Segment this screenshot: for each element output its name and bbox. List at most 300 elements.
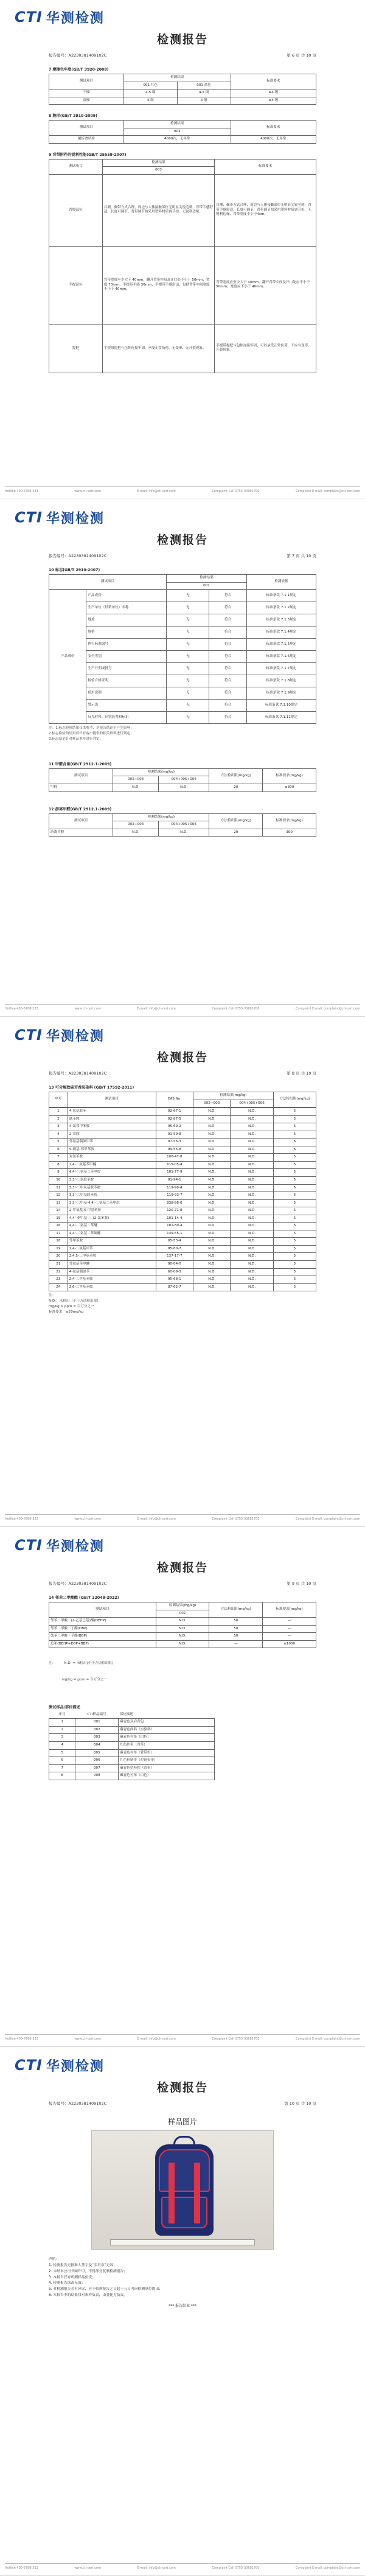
table-cell: 4,4'-二氨基二苯甲烷 bbox=[68, 1169, 156, 1177]
table-row bbox=[49, 1734, 215, 1742]
table-header: 001 红色 bbox=[123, 82, 177, 89]
table-cell: 符合 bbox=[209, 614, 246, 626]
table-row bbox=[49, 89, 316, 97]
note-line: 注： bbox=[49, 1294, 56, 1298]
table-cell: 23 bbox=[49, 1276, 68, 1284]
footer-hotline: Hotline 400-6788-333 bbox=[5, 1007, 38, 1011]
table-cell: N.D. bbox=[193, 1192, 231, 1200]
table-row bbox=[49, 1633, 316, 1641]
brand-mark: CTI bbox=[15, 1027, 43, 1044]
table-cell: 5 bbox=[273, 1245, 316, 1253]
report-number: 报告编号：A2230381409102C bbox=[49, 2101, 107, 2106]
report-meta bbox=[49, 1581, 316, 1589]
note-line: 标准要求：≤20mg/kg bbox=[49, 1310, 84, 1314]
table-row bbox=[49, 651, 316, 663]
table-cell: N.D. bbox=[231, 1184, 273, 1192]
table-cell: N.D. bbox=[231, 1238, 273, 1246]
table-row bbox=[49, 1276, 316, 1284]
table-cell: 无 bbox=[167, 614, 209, 626]
table-cell: N.D. bbox=[231, 1276, 273, 1284]
azo-dye-table bbox=[49, 1092, 316, 1107]
table-cell: 耐折叠试验 bbox=[49, 136, 124, 144]
table-cell: 符合 bbox=[209, 712, 246, 724]
table-cell: 139-65-1 bbox=[156, 1230, 193, 1238]
table-notes bbox=[49, 1293, 316, 1315]
table-cell: N.D. bbox=[193, 1268, 231, 1276]
table-cell: 3,3'-二甲基联苯胺 bbox=[68, 1192, 156, 1200]
table-cell: N.D. bbox=[193, 1139, 231, 1146]
table-cell: 邻氨基苯甲醚 bbox=[68, 1261, 156, 1269]
table-cell: 101-14-4 bbox=[156, 1215, 193, 1223]
table-cell: 无 bbox=[167, 602, 209, 614]
table-header: 方法检出限(mg/kg) bbox=[209, 1602, 263, 1618]
table-header: 检测结果(mg/kg) bbox=[113, 768, 209, 776]
section-title: 8 脆形(GB/T 2910-2009) bbox=[49, 114, 97, 119]
table-header: 测试项目 bbox=[49, 121, 124, 136]
table-header: 标准要求 bbox=[231, 121, 316, 136]
footer-site: www.cti-cert.com bbox=[74, 1517, 101, 1521]
note-line: 2.标志检验的结果仅针对客户提供的相关资料进行判定； bbox=[49, 732, 134, 736]
statement-line: 1. 检测报告无批准人签字及“专用章”无效； bbox=[49, 2263, 117, 2267]
table-cell: 4 bbox=[49, 1131, 68, 1139]
table-cell: 22 bbox=[49, 1268, 68, 1276]
table-cell: 5 bbox=[273, 1253, 316, 1261]
table-row bbox=[49, 590, 316, 602]
table-row bbox=[49, 1757, 215, 1765]
page-number: 第 7 页 共 10 页 bbox=[287, 553, 316, 558]
table-cell: N.D. bbox=[193, 1131, 231, 1139]
page-footer bbox=[5, 486, 360, 494]
table-cell: 标准条款 7.1.1规定 bbox=[246, 590, 316, 602]
table-cell: 标准条款 7.1.4规定 bbox=[246, 626, 316, 639]
backpack-illustration bbox=[155, 2144, 214, 2236]
table-cell: 目测，佩带方式合理，周边与人体接触部位无明显尖锐毛刺，背带手感舒适，长度可调节，背带调节扣采用塑料材质调节扣，无锐利边缘，背带宽度不小于4cm。 bbox=[215, 174, 316, 246]
table-cell: 湿摩 bbox=[49, 97, 124, 105]
table-cell: 藏青色衬布（白色） bbox=[119, 1734, 215, 1742]
table-header: 002+003 bbox=[193, 1100, 231, 1107]
table-header: 004+005+006 bbox=[158, 821, 209, 829]
table-cell: 10 bbox=[49, 1177, 68, 1185]
table-cell: 137-17-7 bbox=[156, 1253, 193, 1261]
table-cell: 5 bbox=[273, 1184, 316, 1192]
table-cell: 5 bbox=[273, 1154, 316, 1162]
footer-site: www.cti-cert.com bbox=[74, 2566, 101, 2570]
note-line: mg/kg = ppm = 百万分之一 bbox=[49, 1305, 94, 1309]
table-row bbox=[49, 1215, 316, 1223]
table-cell: 2 bbox=[49, 1115, 68, 1123]
table-row bbox=[49, 1154, 316, 1162]
table-row bbox=[49, 784, 316, 792]
table-cell: 5 bbox=[273, 1123, 316, 1131]
report-page-10 bbox=[0, 2048, 365, 2576]
table-row bbox=[49, 136, 316, 144]
table-cell: 2,4,5-三甲基苯胺 bbox=[68, 1253, 156, 1261]
table-cell: 4000次，无异常 bbox=[231, 136, 316, 144]
table-cell: 邻甲苯胺 bbox=[68, 1238, 156, 1246]
table-header: 标准要求 bbox=[231, 74, 316, 89]
report-page-9 bbox=[0, 1528, 365, 2047]
page-content bbox=[49, 1593, 316, 1780]
table-cell: 6 bbox=[49, 1146, 68, 1154]
table-cell: 91-94-1 bbox=[156, 1177, 193, 1185]
table-cell: 无 bbox=[167, 639, 209, 651]
table-cell: 99-55-8 bbox=[156, 1146, 193, 1154]
table-cell: 13 bbox=[49, 1199, 68, 1207]
table-cell: 反光材料、识别装置和标识 bbox=[86, 712, 167, 724]
table-row bbox=[49, 712, 316, 724]
table-row bbox=[49, 1161, 316, 1169]
table-row bbox=[49, 1131, 316, 1139]
table-row bbox=[49, 626, 316, 639]
brand-cn: 华测检测 bbox=[46, 2058, 105, 2074]
table-header: 检测结果 bbox=[123, 121, 231, 128]
section-title: 7 摩擦色牢度(GB/T 3920-2008) bbox=[49, 68, 109, 72]
table-row bbox=[49, 324, 316, 373]
table-cell: 7 bbox=[49, 1764, 75, 1772]
footer-email: E-mail: info@cti-cert.com bbox=[137, 490, 176, 493]
table-cell: 5 bbox=[273, 1215, 316, 1223]
table-cell: ≤1000 bbox=[263, 1640, 316, 1648]
table-header: 序号 bbox=[58, 1712, 66, 1716]
table-cell: 标准条款 7.1.10规定 bbox=[246, 700, 316, 712]
table-row bbox=[49, 1115, 316, 1123]
fold-test-table bbox=[49, 120, 316, 144]
table-cell: 12 bbox=[49, 1192, 68, 1200]
table-row bbox=[49, 97, 316, 105]
table-cell: 2,4-二氨基苯甲醚 bbox=[68, 1161, 156, 1169]
table-cell: 5 bbox=[49, 1139, 68, 1146]
table-row bbox=[49, 1261, 316, 1269]
table-cell: 5 bbox=[273, 1139, 316, 1146]
table-cell: 产品成份 bbox=[86, 590, 167, 602]
labeling-table bbox=[49, 574, 316, 724]
brand-logo bbox=[15, 507, 105, 528]
table-cell: 标准条款 7.1.11规定 bbox=[246, 712, 316, 724]
footer-complaint-call: Complaint Call 0755-33681700 bbox=[212, 2037, 260, 2041]
table-header: CAS No. bbox=[156, 1092, 193, 1107]
table-cell: N.D. bbox=[231, 1192, 273, 1200]
table-cell: — bbox=[263, 1625, 316, 1633]
table-cell: 20 bbox=[209, 829, 263, 837]
table-header: 部位描述 bbox=[119, 1712, 133, 1716]
footer-hotline: Hotline 400-6788-333 bbox=[5, 2037, 38, 2041]
table-cell: 1 bbox=[49, 1719, 75, 1727]
table-row bbox=[49, 1108, 316, 1116]
table-row bbox=[49, 1283, 316, 1291]
table-cell: 2-甲氧基-5-甲基苯胺 bbox=[68, 1207, 156, 1215]
footer-complaint-email: Complaint E-mail: complaint@cti-cert.com bbox=[296, 2566, 360, 2570]
table-row bbox=[49, 1199, 316, 1207]
report-title: 检测报告 bbox=[156, 33, 208, 46]
table-cell: N.D. bbox=[193, 1146, 231, 1154]
sample-photo-title: 样品图片 bbox=[167, 2118, 197, 2126]
table-cell: 符合 bbox=[209, 626, 246, 639]
table-cell: 95-80-7 bbox=[156, 1245, 193, 1253]
table-cell: N.D. bbox=[156, 1640, 209, 1648]
table-cell: 95-68-1 bbox=[156, 1276, 193, 1284]
table-row bbox=[49, 1207, 316, 1215]
table-cell: 120-71-8 bbox=[156, 1207, 193, 1215]
table-row bbox=[49, 1123, 316, 1131]
table-cell: 4-5 级 bbox=[177, 89, 231, 97]
table-row bbox=[49, 1169, 316, 1177]
table-cell: 藏青色塑料扣（背带） bbox=[119, 1764, 215, 1772]
table-header: 测试项目 bbox=[49, 159, 103, 174]
brand-cn: 华测检测 bbox=[46, 10, 105, 26]
table-cell: N.D. bbox=[231, 1154, 273, 1162]
table-cell: 2,4-二氨基甲苯 bbox=[68, 1245, 156, 1253]
table-cell: 8 bbox=[49, 1772, 75, 1780]
table-cell: N.D. bbox=[193, 1115, 231, 1123]
page-number: 第 6 页 共 10 页 bbox=[287, 53, 316, 58]
table-cell: 4,4'-二氨基二苯醚 bbox=[68, 1223, 156, 1230]
table-row bbox=[49, 1253, 316, 1261]
note-line: 注：1.标志检验结果仅供参考，对报告结论不产生影响； bbox=[49, 726, 134, 731]
footer-complaint-call: Complaint Call 0755-33681700 bbox=[212, 1007, 260, 1011]
table-cell: 红色织带（背带） bbox=[119, 1741, 215, 1749]
table-cell: 5 bbox=[273, 1268, 316, 1276]
table-cell: N.D. bbox=[156, 1633, 209, 1641]
table-header: 检测结果(mg/kg) bbox=[113, 813, 209, 821]
table-cell: 藏青色面料（实验料） bbox=[119, 1726, 215, 1734]
table-cell: 005 bbox=[75, 1749, 119, 1757]
table-row bbox=[49, 1223, 316, 1230]
table-cell: 615-05-4 bbox=[156, 1161, 193, 1169]
table-row bbox=[49, 1230, 316, 1238]
table-cell: 背提部位 bbox=[49, 174, 103, 246]
table-cell: 无 bbox=[167, 651, 209, 663]
footer-complaint-call: Complaint Call 0755-33681700 bbox=[212, 2566, 260, 2570]
table-cell: 生产单位（经销单位）名称 bbox=[86, 602, 167, 614]
rub-fastness-table bbox=[49, 74, 316, 105]
table-cell: 14 bbox=[49, 1207, 68, 1215]
table-cell: 无 bbox=[167, 626, 209, 639]
section-title: 测试样品/部位描述 bbox=[49, 1705, 80, 1710]
table-cell: 无 bbox=[167, 590, 209, 602]
table-cell: 5 bbox=[273, 1192, 316, 1200]
formaldehyde-table bbox=[49, 768, 316, 792]
table-cell: 90-04-0 bbox=[156, 1261, 193, 1269]
table-cell: 总和(DEHP+DBP+BBP) bbox=[49, 1640, 156, 1648]
table-row bbox=[49, 675, 316, 687]
table-cell: 6 bbox=[49, 1757, 75, 1765]
table-notes bbox=[49, 726, 316, 742]
note-line: mg/kg = ppm = 百万分之一 bbox=[49, 1677, 108, 1682]
footer-site: www.cti-cert.com bbox=[74, 1007, 101, 1011]
table-header: 测试项目 bbox=[49, 768, 113, 784]
table-row bbox=[49, 602, 316, 614]
table-cell: N.D. bbox=[193, 1177, 231, 1185]
table-cell: 300 bbox=[263, 829, 316, 837]
table-cell: 3,3'-二甲氧基联苯胺 bbox=[68, 1184, 156, 1192]
report-meta bbox=[49, 2100, 316, 2109]
footer-email: E-mail: info@cti-cert.com bbox=[137, 1007, 176, 1011]
table-cell: 2,4-二甲基苯胺 bbox=[68, 1276, 156, 1284]
table-cell: N.D. bbox=[193, 1261, 231, 1269]
note-line: 3.标志结论针对样品本身进行判定。 bbox=[49, 737, 103, 741]
table-cell: 007 bbox=[75, 1764, 119, 1772]
table-header: 标准要求(mg/kg) bbox=[263, 1602, 316, 1618]
footer-complaint-email: Complaint E-mail: complaint@cti-cert.com bbox=[296, 1007, 360, 1011]
table-cell: 标准条款 7.1.8规定 bbox=[246, 675, 316, 687]
table-header: 检测结果 bbox=[102, 159, 214, 167]
section-title: 9 背带附件的锐利性能(GB/T 25558-2007) bbox=[49, 152, 127, 157]
report-number: 报告编号：A2230381409102C bbox=[49, 1071, 107, 1076]
table-cell: 手提部位 bbox=[49, 246, 103, 324]
table-cell: 提把 bbox=[49, 324, 103, 373]
table-cell: N.D. bbox=[156, 1625, 209, 1633]
footer-complaint-email: Complaint E-mail: complaint@cti-cert.com bbox=[296, 1517, 360, 1521]
scale-ruler bbox=[110, 2239, 255, 2245]
table-header: 检测结果 bbox=[167, 575, 247, 583]
table-cell: 邻苯二甲酸二(2-乙基己基)酯(DEHP) bbox=[49, 1618, 156, 1626]
table-cell: N.D. bbox=[158, 829, 209, 837]
table-cell: 21 bbox=[49, 1261, 68, 1269]
table-cell: 联苯胺 bbox=[68, 1115, 156, 1123]
footer-complaint-call: Complaint Call 0755-33681700 bbox=[212, 490, 260, 493]
table-cell: 5 bbox=[273, 1108, 316, 1116]
table-cell: 5 bbox=[273, 1223, 316, 1230]
table-cell: 11 bbox=[49, 1184, 68, 1192]
table-row bbox=[49, 1238, 316, 1246]
table-row bbox=[49, 1139, 316, 1146]
report-statement bbox=[49, 2257, 316, 2299]
brand-cn: 华测检测 bbox=[46, 1028, 105, 1044]
table-row bbox=[49, 1749, 215, 1757]
table-row bbox=[49, 1177, 316, 1185]
table-cell: 5 bbox=[273, 1161, 316, 1169]
table-notes bbox=[49, 1650, 316, 1694]
footer-hotline: Hotline 400-6788-333 bbox=[5, 490, 38, 493]
table-cell: 97-56-3 bbox=[156, 1139, 193, 1146]
table-header: 序号 bbox=[49, 1092, 68, 1107]
table-cell: N.D. bbox=[193, 1276, 231, 1284]
page-content bbox=[49, 1083, 316, 1315]
table-header: 方法检出限(mg/kg) bbox=[273, 1092, 316, 1107]
table-cell: 3,3'-二甲基-4,4'-二氨基二苯甲烷 bbox=[68, 1199, 156, 1207]
table-cell: 24 bbox=[49, 1283, 68, 1291]
footer-site: www.cti-cert.com bbox=[74, 490, 101, 493]
table-header: 检测依据 bbox=[246, 575, 316, 590]
table-cell: 无 bbox=[167, 675, 209, 687]
table-cell: N.D. bbox=[231, 1169, 273, 1177]
brand-cn: 华测检测 bbox=[46, 1539, 105, 1554]
brand-mark: CTI bbox=[15, 2057, 43, 2074]
page-content bbox=[49, 565, 316, 837]
table-header: 004+005+006 bbox=[158, 776, 209, 784]
table-header: 007 bbox=[156, 1610, 209, 1618]
table-cell: 004 bbox=[75, 1741, 119, 1749]
table-cell: 背带宽度至少大于 40mm，翻开背带中间及开口处不小于 50mm，宽度 70mm，手提带手感 30mm，手提带手感舒适，包括背带中间宽度不小于 40mm。 bbox=[102, 246, 214, 324]
table-cell: 藏青色衬布（背带里） bbox=[119, 1749, 215, 1757]
table-cell: 邻氨基偶氮甲苯 bbox=[68, 1139, 156, 1146]
table-cell: 安全类别 bbox=[86, 651, 167, 663]
table-cell: N.D. bbox=[158, 784, 209, 792]
table-header: 标准要求 bbox=[215, 159, 316, 174]
table-cell: 藏青色双肩背包 bbox=[119, 1719, 215, 1727]
table-cell: 手提带提把与包体连接牢固，承受正常负荷，无变形、无开裂现象。 bbox=[102, 324, 214, 373]
sample-photo bbox=[91, 2130, 274, 2250]
page-number: 第 9 页 共 10 页 bbox=[287, 1581, 316, 1586]
table-cell: 838-88-0 bbox=[156, 1199, 193, 1207]
footer-email: E-mail: info@cti-cert.com bbox=[137, 1517, 176, 1521]
table-cell: N.D. bbox=[193, 1215, 231, 1223]
page-content bbox=[49, 2113, 316, 2308]
sample-parts-rows bbox=[49, 1718, 215, 1780]
report-page-6 bbox=[0, 0, 365, 499]
table-cell: N.D. bbox=[231, 1131, 273, 1139]
report-title: 检测报告 bbox=[156, 2081, 208, 2094]
note-line: N.D.：未检出（小于方法检出限） bbox=[49, 1299, 100, 1304]
brand-mark: CTI bbox=[15, 509, 43, 526]
table-cell: N.D. bbox=[231, 1261, 273, 1269]
table-header: 002+003 bbox=[113, 821, 159, 829]
table-cell: N.D. bbox=[231, 1115, 273, 1123]
report-number: 报告编号：A2230381409102C bbox=[49, 553, 107, 558]
table-cell: 2 bbox=[49, 1726, 75, 1734]
table-cell: N.D. bbox=[193, 1238, 231, 1246]
table-cell: N.D. bbox=[231, 1207, 273, 1215]
page-number: 第 8 页 共 10 页 bbox=[287, 1071, 316, 1076]
table-row bbox=[49, 1719, 215, 1727]
table-cell: ≥4 级 bbox=[231, 89, 316, 97]
table-cell: 标准条款 7.1.3规定 bbox=[246, 614, 316, 626]
table-cell: 92-87-5 bbox=[156, 1115, 193, 1123]
table-cell: N.D. bbox=[193, 1123, 231, 1131]
table-cell: 5 bbox=[273, 1283, 316, 1291]
table-header: 001 蓝色 bbox=[177, 82, 231, 89]
table-row bbox=[49, 1640, 316, 1648]
table-cell: N.D. bbox=[231, 1199, 273, 1207]
brand-mark: CTI bbox=[15, 1537, 43, 1554]
table-cell: 甲醛 bbox=[49, 784, 113, 792]
table-cell: — bbox=[209, 1640, 263, 1648]
table-row bbox=[49, 1618, 316, 1626]
table-cell: 警示语 bbox=[86, 700, 167, 712]
table-cell: 无 bbox=[167, 687, 209, 700]
table-header: 标准要求(mg/kg) bbox=[263, 813, 316, 829]
table-cell: 2,6-二甲基苯胺 bbox=[68, 1283, 156, 1291]
table-cell: 5 bbox=[273, 1177, 316, 1185]
table-cell: N.D. bbox=[231, 1253, 273, 1261]
table-cell: 4 级 bbox=[177, 97, 231, 105]
table-cell: 符合 bbox=[209, 663, 246, 675]
table-cell: 87-62-7 bbox=[156, 1283, 193, 1291]
footer-site: www.cti-cert.com bbox=[74, 2037, 101, 2041]
table-cell: 18 bbox=[49, 1238, 68, 1246]
table-cell: 7 bbox=[49, 1154, 68, 1162]
table-cell: N.D. bbox=[113, 829, 159, 837]
table-cell: 19 bbox=[49, 1245, 68, 1253]
table-cell: N.D. bbox=[231, 1215, 273, 1223]
table-cell: N.D. bbox=[193, 1108, 231, 1116]
page-footer bbox=[5, 2563, 360, 2571]
table-row bbox=[49, 1772, 215, 1780]
table-cell: 5 bbox=[273, 1261, 316, 1269]
table-cell: 5 bbox=[49, 1749, 75, 1757]
table-cell: 4-氨基偶氮苯 bbox=[68, 1268, 156, 1276]
azo-dye-rows bbox=[49, 1107, 316, 1291]
table-cell: 4-5 级 bbox=[123, 89, 177, 97]
table-cell: 4 bbox=[49, 1741, 75, 1749]
table-cell: N.D. bbox=[156, 1618, 209, 1626]
table-cell: — bbox=[263, 1618, 316, 1626]
table-row bbox=[49, 1741, 215, 1749]
table-cell: 006 bbox=[75, 1757, 119, 1765]
table-cell: 20 bbox=[209, 784, 263, 792]
table-cell: N.D. bbox=[231, 1139, 273, 1146]
table-cell: N.D. bbox=[193, 1161, 231, 1169]
